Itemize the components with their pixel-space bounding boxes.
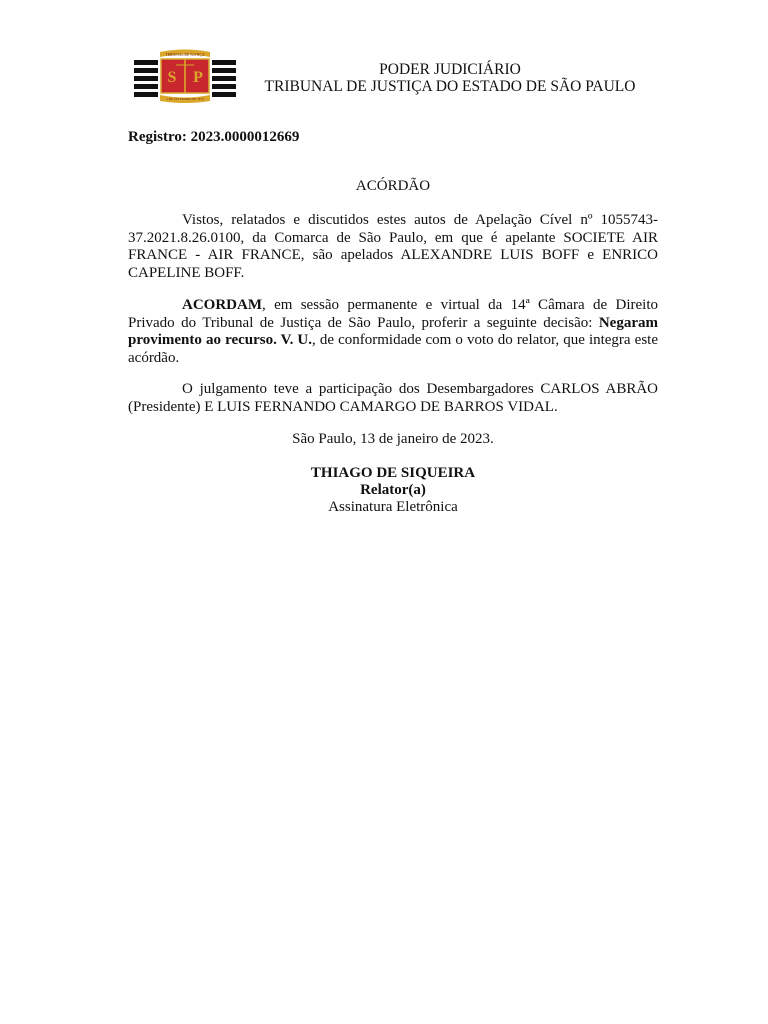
court-seal-icon [134, 48, 236, 104]
seal-letter-s: S [167, 69, 177, 86]
paragraph-julgamento: O julgamento teve a participação dos Desembargadores CARLOS ABRÃO (Presidente) E LUIS FERNANDO CAMARGO DE BARROS VIDAL. [128, 381, 658, 415]
acordam-text-a: , em sessão permanente e virtual da 14ª Câmara de Direito Privado do Tribunal de Justiça de São Paulo, proferir a seguinte decisão: [128, 297, 658, 331]
acordam-text-b: , de conformidade com o voto do relator, que integra este acórdão. [128, 332, 658, 366]
seal-top-text: TRIBUNAL DE JUSTIÇA [165, 53, 205, 57]
signature-note: Assinatura Eletrônica [328, 499, 458, 515]
paragraph-vistos: Vistos, relatados e discutidos estes autos de Apelação Cível nº 1055743-37.2021.8.26.0100, da Comarca de São Paulo, em que é apelante SOCIETE AIR FRANCE - AIR FRANCE, são apelados ALEXANDRE LUIS BOFF e ENRICO CAPELINE BOFF. [128, 212, 658, 281]
signature-name: THIAGO DE SIQUEIRA [310, 465, 476, 481]
header-line-1: PODER JUDICIÁRIO [379, 61, 521, 78]
paragraph-acordam [128, 297, 658, 367]
seal-bottom-text: 1 DE FEVEREIRO DE 1874 [166, 97, 204, 101]
document-header [250, 61, 650, 95]
registro-number: Registro: 2023.0000012669 [128, 129, 300, 145]
header-line-2: TRIBUNAL DE JUSTIÇA DO ESTADO DE SÃO PAULO [264, 78, 636, 95]
seal-letter-p: P [193, 69, 203, 86]
signature-role: Relator(a) [360, 482, 426, 498]
document-title: ACÓRDÃO [355, 178, 431, 194]
acordam-keyword: ACORDAM [182, 297, 262, 313]
court-seal-logo [134, 48, 236, 104]
decision-text: Negaram provimento ao recurso. V. U. [128, 314, 658, 349]
date-line: São Paulo, 13 de janeiro de 2023. [292, 431, 494, 447]
